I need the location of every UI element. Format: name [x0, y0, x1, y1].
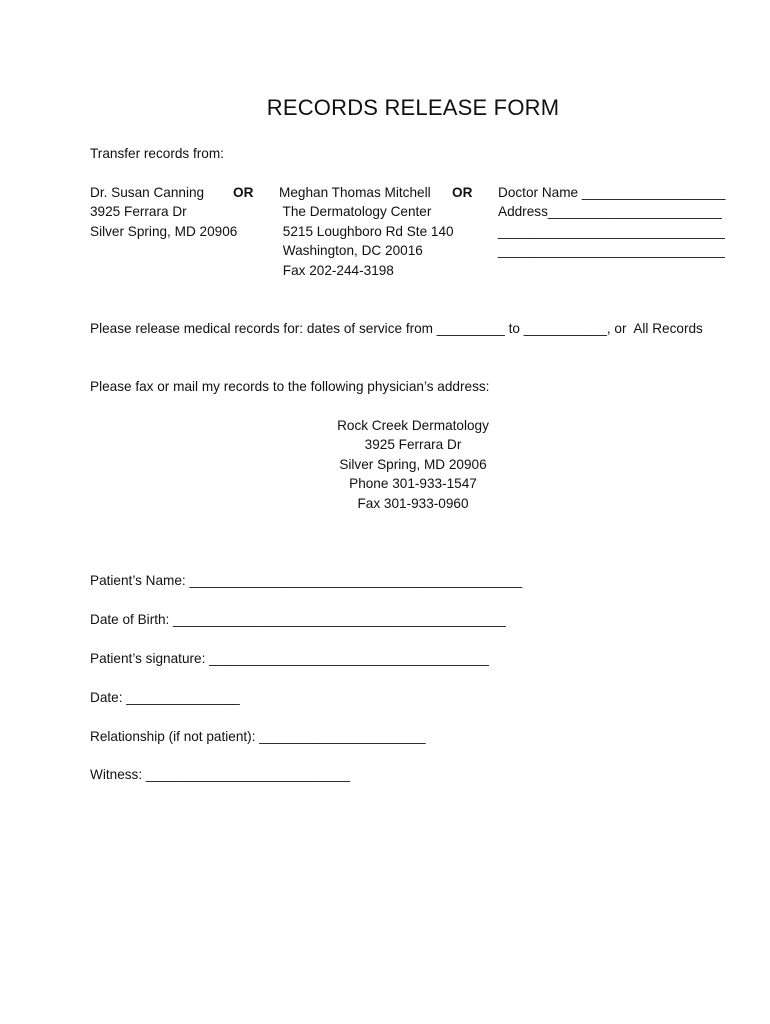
provider-1-street: 3925 Ferrara Dr: [90, 204, 187, 220]
recipient-name: Rock Creek Dermatology: [337, 418, 489, 433]
provider-2-city: Washington, DC 20016: [279, 243, 423, 259]
provider-3-address-line-2: ______________________________: [498, 223, 725, 239]
recipient-fax: Fax 301-933-0960: [357, 495, 469, 511]
provider-2-practice: The Dermatology Center: [279, 204, 432, 220]
provider-2-fax: Fax 202-244-3198: [279, 262, 394, 278]
provider-3-address-line-3: ______________________________: [498, 243, 725, 259]
patient-signature-field: Patient’s signature: _____________________________________: [90, 651, 489, 666]
provider-2-name: Meghan Thomas Mitchell: [279, 185, 431, 200]
or-separator-2: OR: [452, 185, 473, 200]
provider-3-address-field: Address_______________________: [498, 204, 722, 220]
recipient-phone: Phone 301-933-1547: [349, 476, 477, 492]
provider-option-2: [279, 183, 454, 280]
provider-1-name: Dr. Susan Canning: [90, 185, 205, 200]
release-dates-line: Please release medical records for: dates of service from _________ to ___________, or All Records: [90, 321, 703, 336]
provider-1-city: Silver Spring, MD 20906: [90, 223, 238, 239]
witness-field: Witness: ___________________________: [90, 767, 351, 782]
recipient-street: 3925 Ferrara Dr: [364, 437, 462, 453]
recipient-city: Silver Spring, MD 20906: [339, 456, 487, 472]
or-separator-1: OR: [233, 185, 254, 200]
provider-3-doctor-name-field: Doctor Name ___________________: [498, 185, 726, 200]
provider-option-3: [498, 183, 726, 261]
patient-name-field: Patient’s Name: ____________________________________________: [90, 573, 523, 588]
fax-mail-instruction: Please fax or mail my records to the following physician’s address:: [90, 379, 490, 394]
provider-option-1: [90, 183, 237, 241]
transfer-records-label: Transfer records from:: [90, 146, 224, 161]
form-title: RECORDS RELEASE FORM: [266, 95, 560, 120]
relationship-field: Relationship (if not patient): ______________________: [90, 729, 426, 744]
provider-2-street: 5215 Loughboro Rd Ste 140: [279, 223, 454, 239]
date-of-birth-field: Date of Birth: ____________________________________________: [90, 612, 506, 627]
date-field: Date: _______________: [90, 690, 240, 705]
recipient-address: [200, 416, 626, 513]
